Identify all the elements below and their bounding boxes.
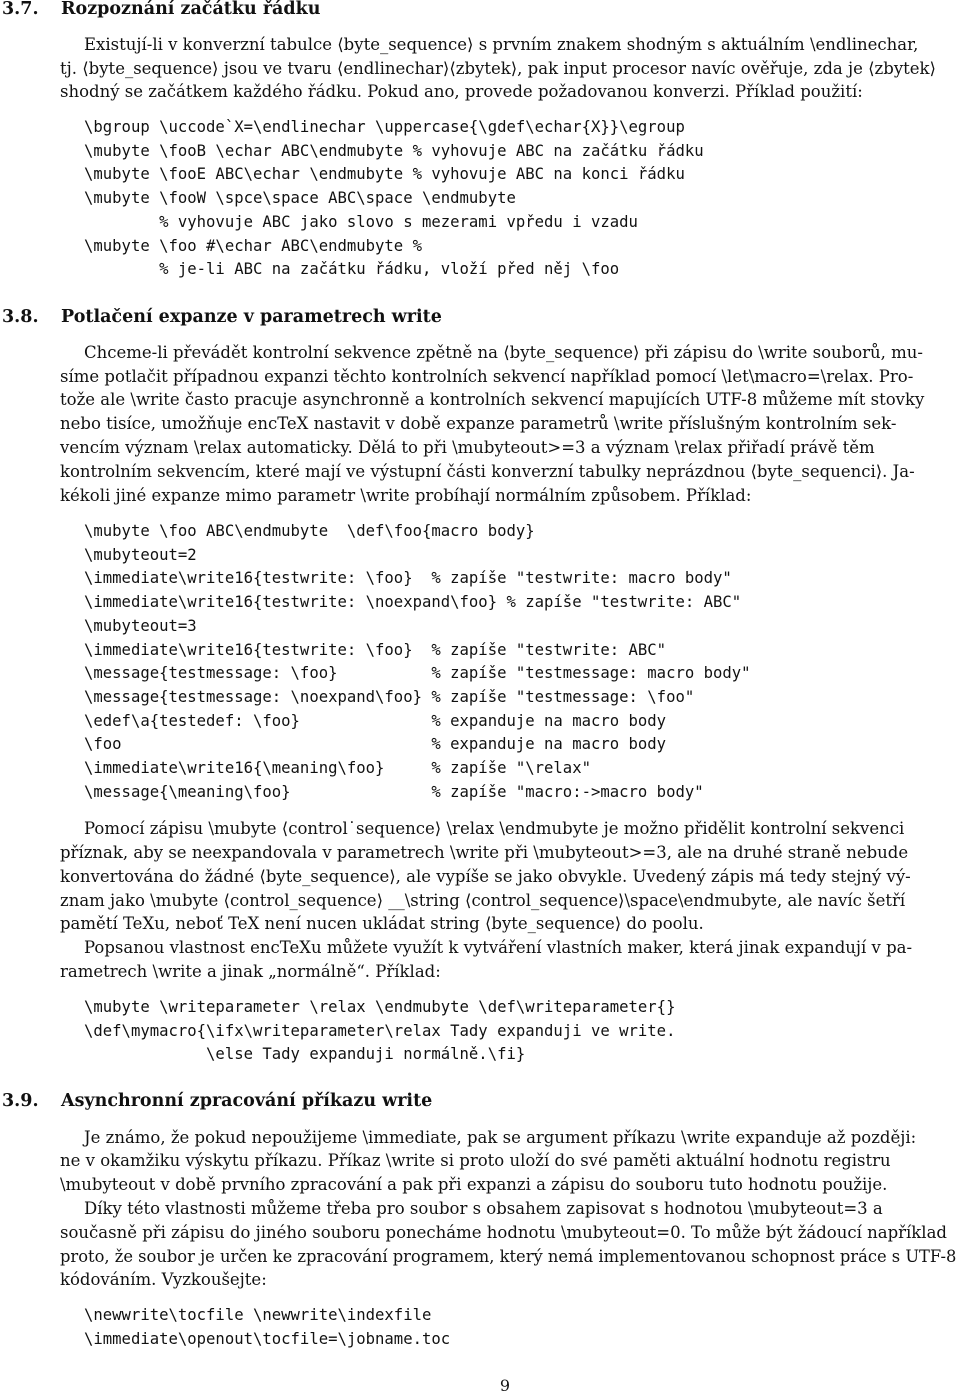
- code-block: \bgroup \uccode`X=\endlinechar \uppercase{\gdef\echar{X}}\egroup \mubyte \fooB \echar ABC\endmubyte % vyhovuje ABC na začátku řádku \mubyte \fooE ABC\echar \endmubyte % vyhovuje ABC na konci řádku \mubyte \fooW \spce\space ABC\space \endmubyte % vyhovuje ABC jako slovo s mezerami vpředu i vzadu \mubyte \foo #\echar ABC\endmubyte % % je-li ABC na začátku řádku, vloží před něj \foo: [84, 118, 704, 279]
- paragraph-line: ne v okamžiku výskytu příkazu. Příkaz \write si proto uloží do své paměti aktuální hodnotu registru: [60, 1151, 891, 1170]
- paragraph-line: současně při zápisu do jiného souboru ponecháme hodnotu \mubyteout=0. To může být žádoucí například: [60, 1223, 947, 1242]
- section-number: 3.7.: [2, 0, 39, 19]
- code-block: \mubyte \writeparameter \relax \endmubyte \def\writeparameter{} \def\mymacro{\ifx\writeparameter\relax Tady expanduji ve write. \else Tady expanduji normálně.\fi}: [84, 998, 676, 1064]
- paragraph-line: Chceme-li převádět kontrolní sekvence zpětně na ⟨byte_sequence⟩ při zápisu do \write souborů, mu-: [84, 343, 923, 362]
- section-number: 3.9.: [2, 1091, 39, 1111]
- paragraph-line: příznak, aby se neexpandovala v parametrech \write při \mubyteout>=3, ale na druhé straně nebude: [60, 843, 909, 862]
- paragraph-line: Díky této vlastnosti můžeme třeba pro soubor s obsahem zapisovat s hodnotou \mubyteout=3 a: [84, 1199, 883, 1218]
- paragraph-line: síme potlačit případnou expanzi těchto kontrolních sekvencí například pomocí \let\macro=\relax. Pro-: [60, 367, 914, 386]
- section-title: Asynchronní zpracování příkazu write: [61, 1091, 433, 1111]
- paragraph-line: proto, že soubor je určen ke zpracování programem, který nemá implementovanou schopnost práce s UTF-8: [60, 1247, 957, 1266]
- code-block: \mubyte \foo ABC\endmubyte \def\foo{macro body} \mubyteout=2 \immediate\write16{testwrite: \foo} % zapíše "testwrite: macro body" \immediate\write16{testwrite: \noexpand\foo} % zapíše "testwrite: ABC" \mubyteout=3 \immediate\write16{testwrite: \foo} % zapíše "testwrite: ABC" \message{testmessage: \foo} % zapíše "testmessage: macro body" \message{testmessage: \noexpand\foo} % zapíše "testmessage: \foo" \edef\a{testedef: \foo} % expanduje na macro body \foo % expanduje na macro body \immediate\write16{\meaning\foo} % zapíše "\relax" \message{\meaning\foo} % zapíše "macro:->macro body": [84, 522, 751, 801]
- paragraph-line: Pomocí zápisu \mubyte ⟨control˙sequence⟩ \relax \endmubyte je možno přidělit kontrolní sekvenci: [84, 819, 905, 838]
- paragraph-line: nebo tisíce, umožňuje encTeX nastavit v době expanze parametrů \write příslušným kontrolním sek-: [60, 414, 897, 433]
- paragraph-line: shodný se začátkem každého řádku. Pokud ano, provede požadovanou konverzi. Příklad použití:: [60, 82, 863, 101]
- paragraph-line: \mubyteout v době prvního zpracování a pak při expanzi a zápisu do souboru tuto hodnotu použije.: [60, 1175, 888, 1194]
- paragraph-line: kontrolním sekvencím, které mají ve výstupní části konverzní tabulky neprázdnou ⟨byte_sequenci⟩. Ja-: [60, 462, 915, 481]
- paragraph-line: tj. ⟨byte_sequence⟩ jsou ve tvaru ⟨endlinechar⟩⟨zbytek⟩, pak input procesor navíc ověřuje, zda je ⟨zbytek⟩: [60, 59, 936, 78]
- paragraph-line: rametrech \write a jinak „normálně“. Příklad:: [60, 962, 441, 981]
- section-number: 3.8.: [2, 307, 39, 327]
- section-title: Rozpoznání začátku řádku: [61, 0, 321, 19]
- code-block: \newwrite\tocfile \newwrite\indexfile \immediate\openout\tocfile=\jobname.toc: [84, 1306, 451, 1348]
- paragraph-line: Je známo, že pokud nepoužijeme \immediate, pak se argument příkazu \write expanduje až později:: [84, 1128, 917, 1147]
- paragraph-line: pamětí TeXu, neboť TeX není nucen ukládat string ⟨byte_sequence⟩ do poolu.: [60, 914, 704, 933]
- paragraph-line: znam jako \mubyte ⟨control_sequence⟩ __\string ⟨control_sequence⟩\space\endmubyte, ale navíc šetří: [60, 891, 906, 910]
- paragraph-line: konvertována do žádné ⟨byte_sequence⟩, ale vypíše se jako obvykle. Uvedený zápis má tedy stejný vý-: [60, 867, 911, 886]
- paragraph-line: tože ale \write často pracuje asynchronně a kontrolních sekvencí mapujících UTF-8 můžeme mít stovky: [60, 390, 925, 409]
- paragraph-line: Popsanou vlastnost encTeXu můžete využít k vytváření vlastních maker, která jinak expandují v pa-: [84, 938, 913, 957]
- paragraph-line: kékoli jiné expanze mimo parametr \write probíhají normálním způsobem. Příklad:: [60, 486, 752, 505]
- section-title: Potlačení expanze v parametrech write: [61, 307, 442, 327]
- paragraph-line: kódováním. Vyzkoušejte:: [60, 1270, 267, 1289]
- paragraph-line: Existují-li v konverzní tabulce ⟨byte_sequence⟩ s prvním znakem shodným s aktuálním \endlinechar,: [84, 35, 919, 54]
- paragraph-line: vencím význam \relax automaticky. Dělá to při \mubyteout>=3 a význam \relax přiřadí právě těm: [60, 438, 875, 457]
- page-number: 9: [499, 1376, 511, 1395]
